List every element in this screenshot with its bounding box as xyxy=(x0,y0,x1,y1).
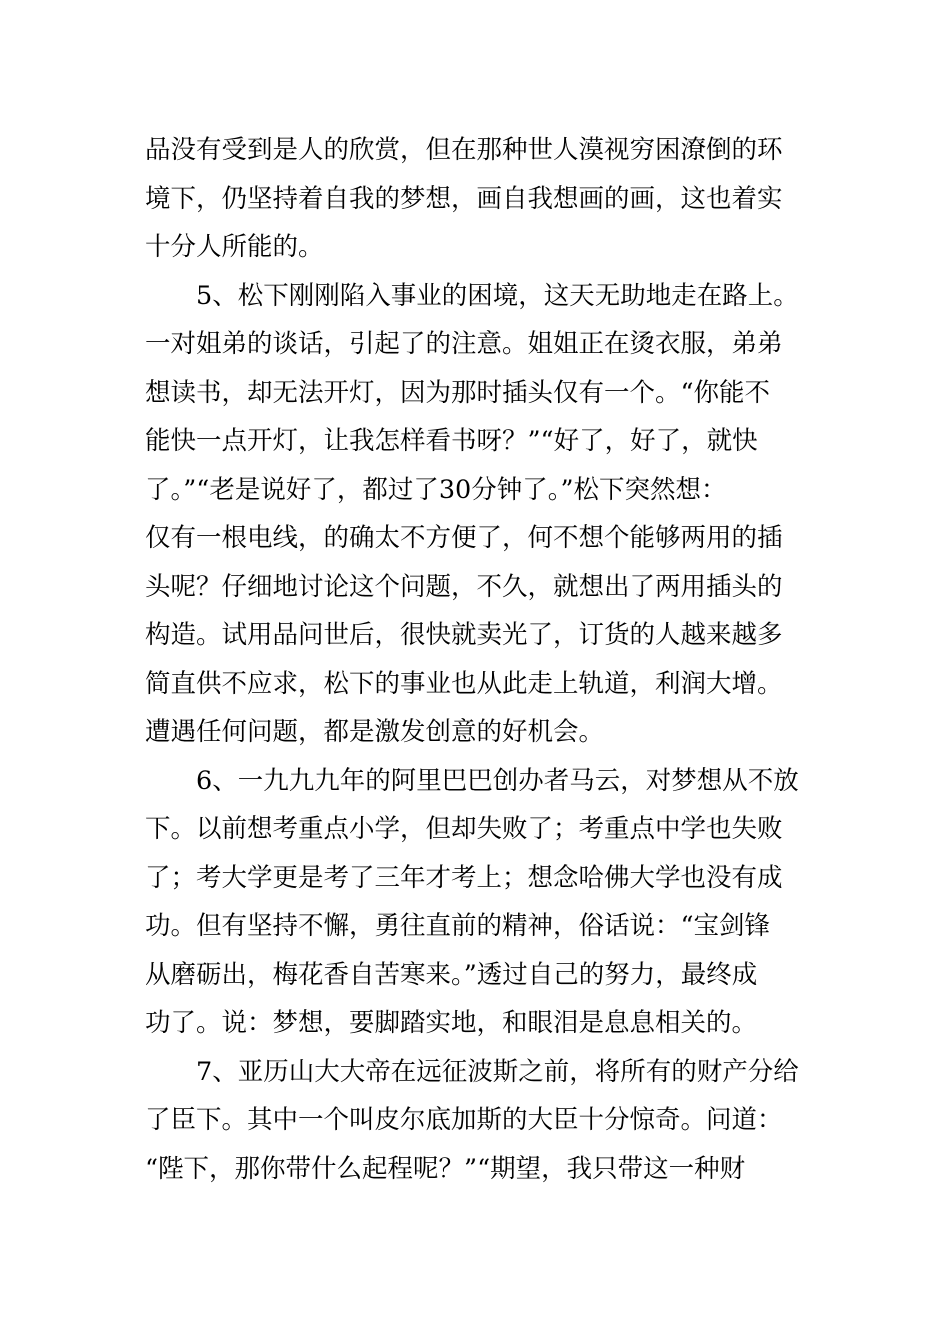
text-line: 遭遇任何问题，都是激发创意的好机会。 xyxy=(145,717,605,747)
text-line: 简直供不应求，松下的事业也从此走上轨道，利润大增。 xyxy=(145,668,783,699)
text-line: 品没有受到是人的欣赏，但在那种世人漠视穷困潦倒的环 xyxy=(145,135,783,165)
text-line: 了。”“老是说好了，都过了30分钟了。”松下突然想： xyxy=(145,474,727,505)
text-line: 了臣下。其中一个叫皮尔底加斯的大臣十分惊奇。问道： xyxy=(145,1105,783,1135)
text-line: 能快一点开灯，让我怎样看书呀？”“好了，好了，就快 xyxy=(145,426,758,456)
text-line: 十分人所能的。 xyxy=(145,232,324,262)
text-line: 仅有一根电线，的确太不方便了，何不想个能够两用的插 xyxy=(145,523,783,553)
text-line: 从磨砺出，梅花香自苦寒来。”透过自己的努力，最终成 xyxy=(145,959,758,990)
text-line: 功了。说：梦想，要脚踏实地，和眼泪是息息相关的。 xyxy=(145,1008,758,1038)
text-line: 了；考大学更是考了三年才考上；想念哈佛大学也没有成 xyxy=(145,862,783,893)
paragraph-start-line: 5、松下刚刚陷入事业的困境，这天无助地走在路上。 xyxy=(196,280,799,311)
text-line: 想读书，却无法开灯，因为那时插头仅有一个。“你能不 xyxy=(145,377,771,408)
text-line: 功。但有坚持不懈，勇往直前的精神，俗话说：“宝剑锋 xyxy=(145,911,771,941)
text-line: “陛下，那你带什么起程呢？”“期望，我只带这一种财 xyxy=(145,1153,746,1184)
paragraph-start-line: 6、一九九九年的阿里巴巴创办者马云，对梦想从不放 xyxy=(196,765,799,796)
text-line: 构造。试用品问世后，很快就卖光了，订货的人越来越多 xyxy=(145,620,783,650)
text-line: 下。以前想考重点小学，但却失败了；考重点中学也失败 xyxy=(145,814,783,844)
body-text xyxy=(145,126,810,1193)
text-line: 境下，仍坚持着自我的梦想，画自我想画的画，这也着实 xyxy=(145,183,783,214)
text-line: 一对姐弟的谈话，引起了的注意。姐姐正在烫衣服，弟弟 xyxy=(145,329,783,359)
text-line: 头呢？仔细地讨论这个问题，不久，就想出了两用插头的 xyxy=(145,571,783,602)
paragraph-start-line: 7、亚历山大大帝在远征波斯之前，将所有的财产分给 xyxy=(196,1056,799,1087)
